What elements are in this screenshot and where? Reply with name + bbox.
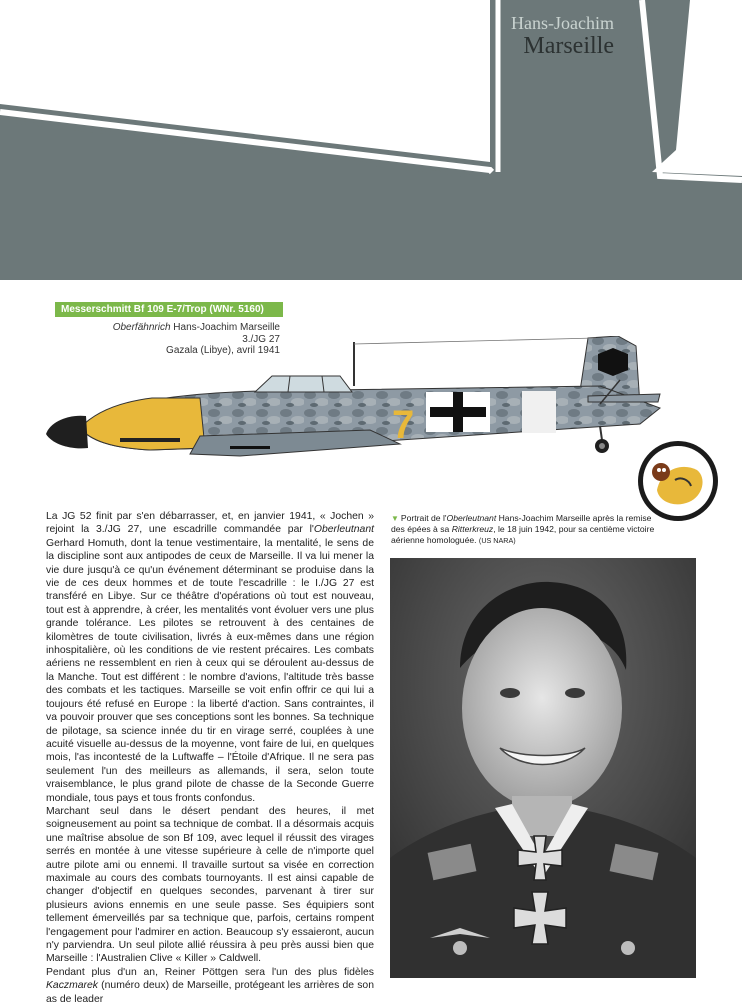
caption-award: Ritterkreuz [451,524,494,535]
caption-rank: Oberleutnant [446,513,497,523]
squadron-badge [637,440,719,522]
squadron-emblem [637,440,719,522]
paragraph-1-b: Gerhard Homuth, dont la tenue vestimentaire, la mentalité, le sens de la discipline sont aux antipodes de ceux de Marseille. Il va lui mener la vie dure jusqu'à ce qu'un événement déterminant se produise dans la vie de ces deux hommes et de toute l'escadrille : le I./JG 27 est transféré en Libye. Sur ce théâtre d'opérations où tout est nouveau, tout est à apprendre, à créer, les mentalités vont évoluer vers une plus grande tolérance. Les pilotes se retrouvent à des centaines de kilomètres de toute civilisation, livrés à eux-mêmes dans une région inhospitalière, où les conditions de vie restent précaires. Les combats aériens ne ressemblent en rien à ceux qui se déroulent au-dessus de la Manche. Tout est différent : le nombre d'avions, l'altitude très basse des combats et les tactiques. Marseille se voit enfin offrir ce qui lui a toujours été refusé en Europe : la liberté d'action. Sans contraintes, il va pouvoir prouver que ses conceptions sont les bonnes. Sa technique de pilotage, sa science innée du tir en virage serré, couplées à une acuité visuelle au-dessus de la moyenne, vont faire de lui, en quelques mois, l'as incontesté de la Luftwaffe – l'Étoile d'Afrique. Il ne sera pas seulement l'un des meilleurs as allemands, il sera, selon toute vraisemblance, le plus grand pilote de chasse de la Seconde Guerre mondiale, tous pays et tous fronts confondus. [46,537,374,804]
pilot-rank: Oberfähnrich [112,322,171,333]
caption-part-1: Portrait de l' [400,513,447,523]
aircraft-profile [40,333,690,466]
pilot-name: Hans-Joachim Marseille [173,322,280,333]
caption-part-2: Hans-Joachim Marseille après la remise des épées à sa [391,513,652,535]
portrait-image [390,558,696,978]
paragraph-2: Marchant seul dans le désert pendant des heures, il met soigneusement au point sa technique de combat. Il a désormais acquis une maîtrise absolue de son Bf 109, avec lequel il réussit des virages serrés en montée à une vitesse supérieure à celle de n'importe quel autre pilote ami ou ennemi. Il travaille surtout sa visée en correction maximale au cours des combats tournoyants. Il est ainsi capable de changer d'objectif en quelques secondes, parvenant à tirer sur plusieurs avions ennemis en une seule passe. Ses équipiers sont tellement émerveillés par sa technique que, parfois, certains rompent l'engagement pour l'admirer en action. Beaucoup s'y essaieront, aucun n'y parviendra. Un seul pilote allié réussira à peu près aussi bien que Marseille : l'Australien Clive « Killer » Caldwell. [46,805,374,965]
caption-bullet-icon: ▼ [391,514,399,523]
photo-caption [391,513,663,546]
pilot-place: Gazala (Libye), avril 1941 [166,345,280,356]
header-last-name: Marseille [523,33,614,59]
paragraph-3-term: Kaczmarek [46,980,98,992]
portrait-photo [390,558,696,978]
paragraph-3-a: Pendant plus d'un an, Reiner Pöttgen sera l'un des plus fidèles [46,966,374,978]
article-body [46,510,374,1006]
paragraph-1 [46,510,374,805]
paragraph-1-rank: Oberleutnant [313,524,374,536]
pilot-unit: 3./JG 27 [242,333,280,345]
caption-credit: (US NARA) [478,535,516,545]
header-cross-graphic [0,0,742,280]
header-title [511,14,614,58]
fuselage-number: 7 [392,403,415,447]
profile-tag: Messerschmitt Bf 109 E-7/Trop (WNr. 5160) [55,302,283,317]
caption-part-3: , le 18 juin 1942, pour sa centième victoire aérienne homologuée. [391,524,655,545]
paragraph-3 [46,966,374,1006]
header-band [0,0,742,280]
header-first-name: Hans-Joachim [511,13,614,33]
paragraph-3-b: (numéro deux) de Marseille, protégeant les arrières de son as de leader [46,980,374,1005]
paragraph-1-a: La JG 52 finit par s'en débarrasser, et, en janvier 1941, « Jochen » rejoint la 3./JG 27, une escadrille commandée par l' [46,511,374,536]
aircraft-illustration [40,333,690,466]
